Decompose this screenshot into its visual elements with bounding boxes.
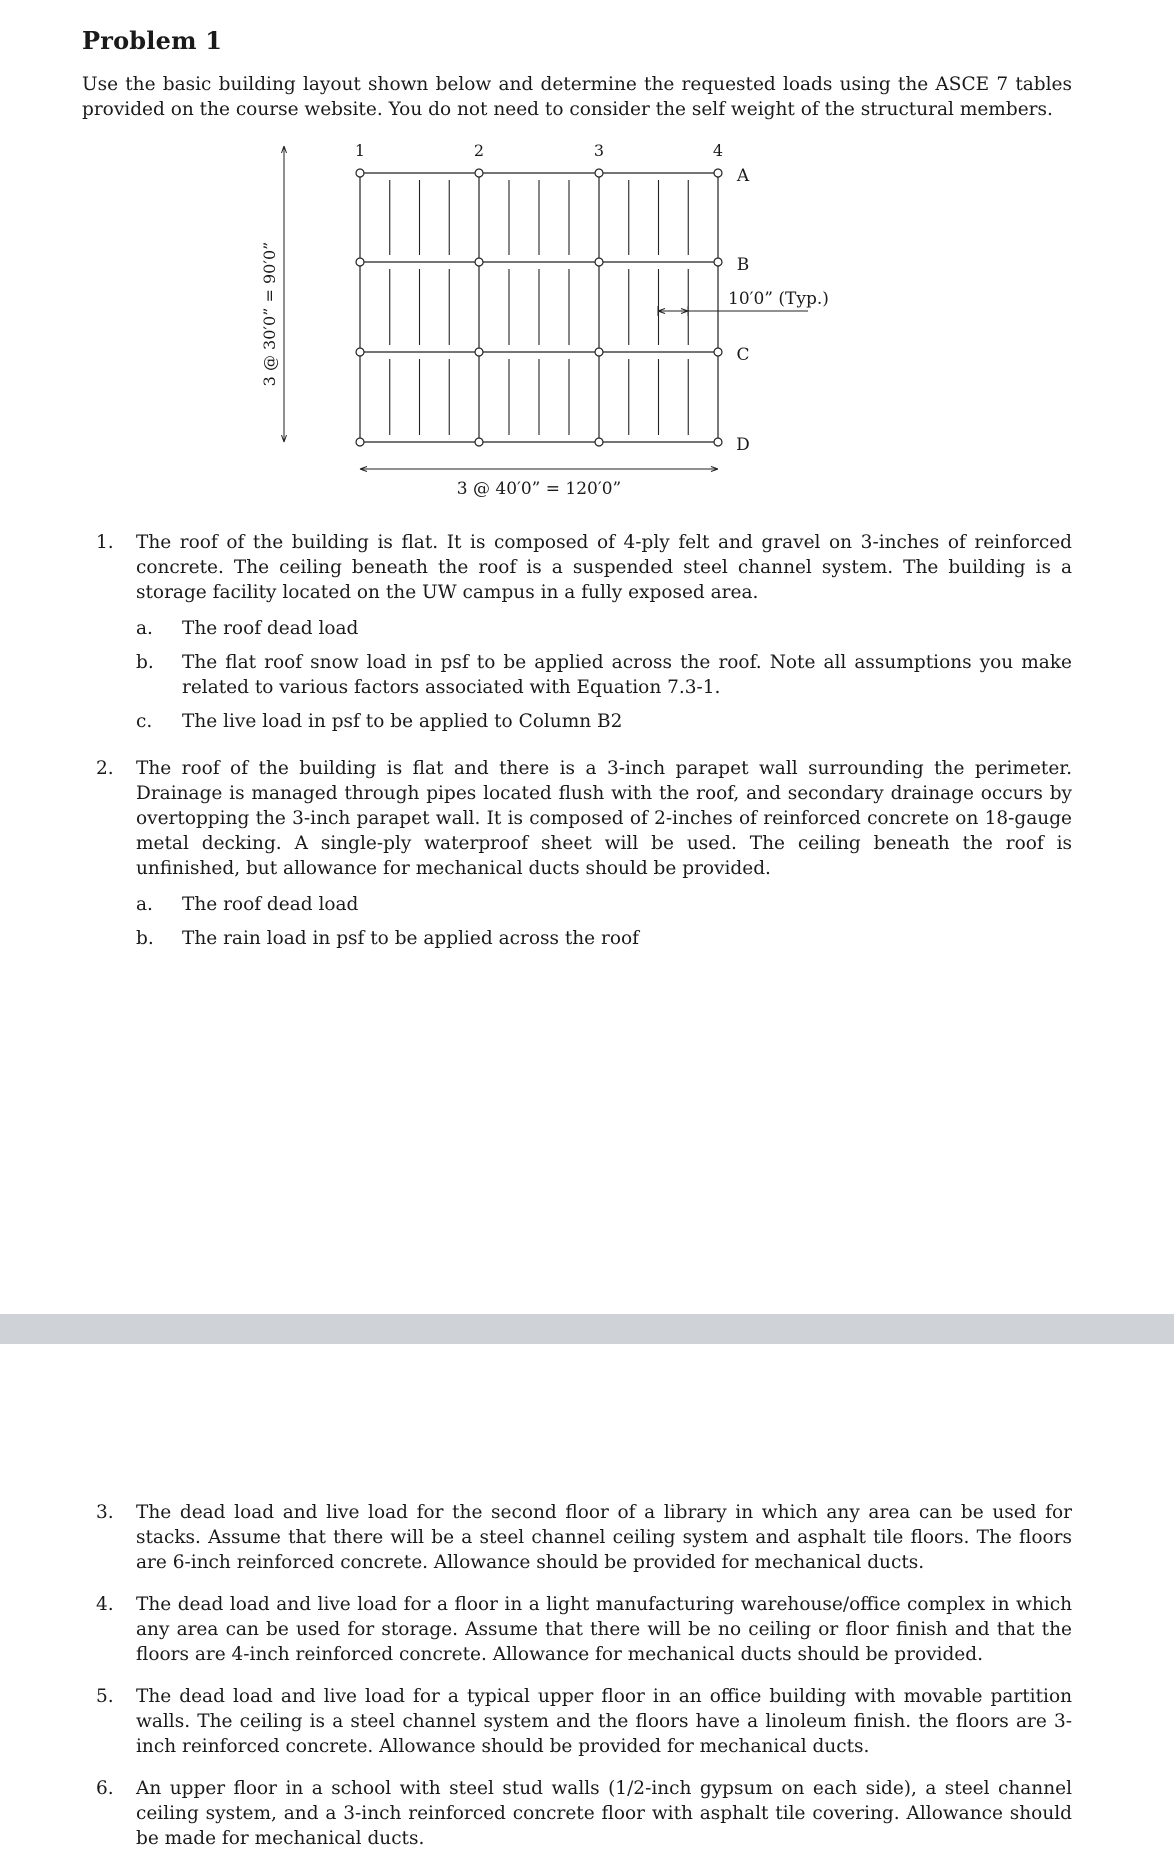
sub-question-1b [136, 650, 1072, 700]
column-node [714, 348, 722, 356]
row-label-b: B [736, 255, 750, 275]
building-plan-diagram [260, 138, 850, 510]
sub-question-2b [136, 926, 1072, 951]
question-number: 2. [96, 758, 114, 779]
column-node [595, 348, 603, 356]
sub-text: The live load in psf to be applied to Column B2 [182, 711, 623, 732]
sub-text: The flat roof snow load in psf to be applied across the roof. Note all assumptions you make related to various factors associated with Equation 7.3-1. [182, 652, 1072, 698]
question-1 [96, 530, 1072, 734]
problem-title: Problem 1 [82, 26, 223, 55]
sub-question-1a [136, 616, 1072, 641]
column-node [714, 438, 722, 446]
question-text: The dead load and live load for a typical upper floor in an office building with movable partition walls. The ceiling is a steel channel system and the floors have a linoleum finish. the floors are 3-inch reinforced concrete. Allowance should be provided for mechanical ducts. [136, 1686, 1072, 1757]
page-2 [0, 1344, 1174, 1858]
question-number: 1. [96, 532, 114, 553]
sub-letter: b. [136, 928, 154, 949]
horizontal-dimension-line [360, 467, 718, 472]
question-5 [96, 1684, 1072, 1759]
question-text: The roof of the building is flat. It is composed of 4-ply felt and gravel on 3-inches of reinforced concrete. The ceiling beneath the roof is a suspended steel channel system. The building is a storage facility located on the UW campus in a fully exposed area. [136, 532, 1072, 603]
question-4 [96, 1592, 1072, 1667]
sub-letter: b. [136, 652, 154, 673]
row-label-c: C [736, 345, 750, 365]
question-number: 6. [96, 1778, 114, 1799]
column-node [356, 438, 364, 446]
sub-text: The roof dead load [182, 894, 359, 915]
row-label-a: A [736, 166, 750, 186]
column-node [356, 258, 364, 266]
problem-intro: Use the basic building layout shown below and determine the requested loads using the ASCE 7 tables provided on the course website. You do not need to consider the self weight of the structural members. [82, 74, 1072, 120]
column-label-2: 2 [473, 141, 485, 160]
column-node [475, 258, 483, 266]
question-2 [96, 756, 1072, 951]
column-label-4: 4 [712, 141, 724, 160]
column-node [714, 258, 722, 266]
row-label-d: D [736, 435, 750, 455]
sub-letter: a. [136, 618, 153, 639]
column-label-1: 1 [354, 141, 366, 160]
column-node [595, 169, 603, 177]
question-6 [96, 1776, 1072, 1851]
question-text: The dead load and live load for a floor in a light manufacturing warehouse/office complex in which any area can be used for storage. Assume that there will be no ceiling or floor finish and that the floors are 4-inch reinforced concrete. Allowance for mechanical ducts should be provided. [136, 1594, 1072, 1665]
question-number: 4. [96, 1594, 114, 1615]
question-text: An upper floor in a school with steel stud walls (1/2-inch gypsum on each side), a steel channel ceiling system, and a 3-inch reinforced concrete floor with asphalt tile covering. Allowance should be made for mechanical ducts. [136, 1778, 1072, 1849]
column-node [356, 169, 364, 177]
horizontal-dimension-label: 3 @ 40′0” = 120′0” [456, 479, 622, 499]
question-number: 5. [96, 1686, 114, 1707]
question-3 [96, 1500, 1072, 1575]
column-node [475, 348, 483, 356]
column-node [595, 438, 603, 446]
question-text: The roof of the building is flat and there is a 3-inch parapet wall surrounding the perimeter. Drainage is managed through pipes located flush with the roof, and secondary drainage occurs by overtopping the 3-inch parapet wall. It is composed of 2-inches of reinforced concrete on 18-gauge metal decking. A single-ply waterproof sheet will be used. The ceiling beneath the roof is unfinished, but allowance for mechanical ducts should be provided. [136, 758, 1072, 879]
question-text: The dead load and live load for the second floor of a library in which any area can be used for stacks. Assume that there will be a steel channel ceiling system and asphalt tile floors. The floors are 6-inch reinforced concrete. Allowance should be provided for mechanical ducts. [136, 1502, 1072, 1573]
column-node [475, 438, 483, 446]
sub-letter: a. [136, 894, 153, 915]
sub-text: The roof dead load [182, 618, 359, 639]
sub-question-2a [136, 892, 1072, 917]
column-node [595, 258, 603, 266]
joist-group [390, 180, 689, 435]
vertical-dimension-label: 3 @ 30′0” = 90′0” [260, 241, 279, 387]
column-node [356, 348, 364, 356]
typical-spacing-label: 10′0” (Typ.) [728, 289, 829, 309]
column-node [475, 169, 483, 177]
question-number: 3. [96, 1502, 114, 1523]
sub-question-1c [136, 709, 1072, 734]
sub-text: The rain load in psf to be applied across the roof [182, 928, 639, 949]
sub-letter: c. [136, 711, 153, 732]
column-node [714, 169, 722, 177]
column-label-3: 3 [593, 141, 605, 160]
page-separator [0, 1314, 1174, 1344]
